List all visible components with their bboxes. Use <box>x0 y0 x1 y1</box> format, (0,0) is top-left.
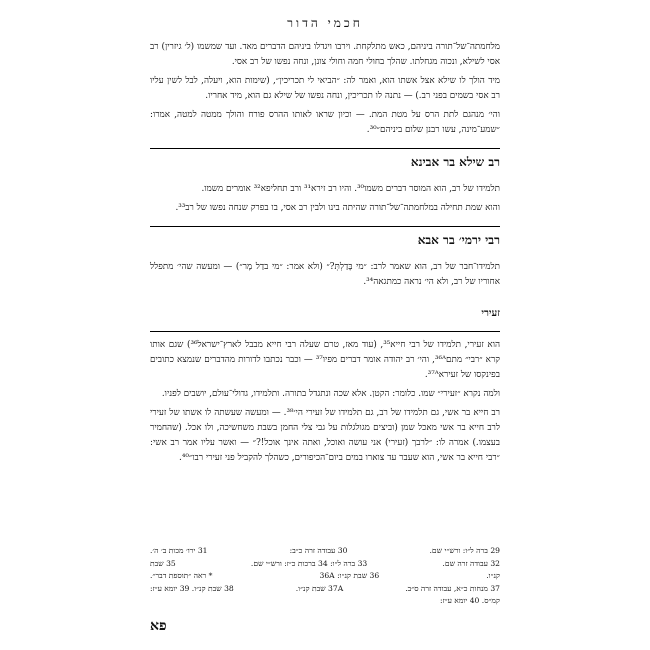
footnote: 33 ברה ל״ו: 34 ברכות כ״ז: ורש״י שם. <box>250 558 368 568</box>
footnote: 36 שבת קנ״ו: 36A <box>319 571 380 580</box>
paragraph: והוא שמת תחילה במלחמתה־של־תורה שהיתה בינו ולבין רב אסי, בו בפרק שנחה נפשו של רב³³. <box>175 203 500 213</box>
page-number: פא <box>150 618 167 634</box>
footnote: 32 עבודה זרה שם. <box>442 558 500 568</box>
paragraph: ולמה נקרא ״זעירי״ שמו. כלומר: הקטן. אלא שכה ונתגדל בתורה. ותלמידו, גדולי־עולם, יושבים לפניו. <box>161 389 500 399</box>
footnote: 37A שבת קנ״ו. <box>295 583 344 593</box>
section-title: רבי ירמי׳ בר אבא <box>417 233 500 247</box>
footnote-row <box>150 583 500 596</box>
footnote: 30 עבודה זרה כ״ב: <box>289 546 348 555</box>
footnote-row <box>150 545 500 558</box>
footnote: * ראה ״תוספת דבר״. <box>150 571 213 580</box>
paragraph: תלמידו־חבר של רב, הוא שאמר לרב: ״מי בָּדַלְתְּ?״ (ולא אמר: ״מי בדַל מָר״) — ומעשה שהי׳ מתפלל אחוריו של רב, ולא הי׳ נראה כמתגאה³⁴. <box>150 262 500 287</box>
footnote-row <box>150 570 500 583</box>
footnote: 31 ירו׳ מכות ב׳ ה׳. <box>150 546 208 555</box>
paragraph: תלמידו של רב, הוא המוסר דברים משמו³⁰. והיו רב זירא³¹ ורב תחליפא³² אומרים משמו. <box>201 184 500 194</box>
footnotes <box>150 545 500 608</box>
footnote: קנ״ו. <box>486 571 500 580</box>
footnote: 37 מנחות כ״א, עבודה זרה ס״ב. <box>405 583 500 593</box>
paragraph: הוא זעירי, תלמידו של רבי חייא³⁵, (עוד מאז, טרם שעלה רבי חייא מבבל לארץ־ישראל³⁶) שגם אותו קרא ״רבי״ מתם³⁶ᴬ, והי׳ רב יהודה אומר דברים מפיו³⁷ — וכבר נכתבו לדורות מהדברים שנמצא כתובים בפינקסו של זעירא³⁷ᴬ. <box>150 340 501 380</box>
section-divider <box>150 148 500 149</box>
paragraph: מלחמתה־של־תורה ביניהם, כאש מתלקחת. וירבו ויגדלו ביניהם הדברים מאד. ועד שמשמו (ל׳ גיזרין) רב אסי לשילא, ונכוה מגחלתו. שהלך בחולי חמה וחולי צונן, ונחה נפשו של רב אסי. <box>150 42 500 67</box>
section-divider <box>150 226 500 227</box>
section-divider <box>150 331 500 332</box>
paragraph: רב חייא בר אשי, גם תלמידו של רב, גם תלמידו של זעירי הי׳³⁸. — ומעשה שעשתה לו אשתו של זעירי לרב חייא בר אשי מאכל שמן (וביצים מגולגלות על גבי צלי החמן בשבת משחשיכה, ולו אכל. (שהחמיר בעצמו.) אמרה לו: ״לרבך (זעירי) אני עושה ואוכל, ואתה אינך אוכל!?״ — ואשר עליו אמר רב אשי: ״רבי חייא בר אשי, הוא שעבר עד צוארו במים ביום־הכיפורים, כשהלך להקביל פני זעירי רבו״⁴⁰. <box>150 408 500 463</box>
section-title: רב שילא בר אבינא <box>410 155 500 169</box>
paragraph: מיד הולך לו שילא אצל אשתו הוא, ואמר לה: ״הביאי לי תכריכין״, (שימות הוא, ויעלה, לבל לשין עליו רב אסי בשמים בפני רב.) — נתנה לו תכריכין, ונחה נפשו של שילא גם הוא, מיד אחריו. <box>150 76 500 101</box>
footnote: 38 שבת קנ״ו. 39 יומא ע״ז: <box>150 583 234 593</box>
footnote: קמ״ס. 40 יומא ע״ז: <box>440 596 500 605</box>
running-head: חכמי הדור <box>287 16 363 30</box>
paragraph: והי׳ מנהגם לתת הרס על מטת המת. — וכיון שראו לאותו ההרס פורח והולך ממטה למטה, אמרו: ״שמע־מינה, עשו רבנן שלום ביניהם״³⁰. <box>150 110 500 135</box>
section-title: זעירי <box>481 308 500 319</box>
footnote: 29 ברה ל״ו: ורש״י שם. <box>429 546 500 555</box>
main-text <box>150 40 500 470</box>
footnote-row <box>150 558 500 571</box>
footnote: 35 שבת <box>150 558 176 568</box>
footnote-row <box>150 595 500 608</box>
